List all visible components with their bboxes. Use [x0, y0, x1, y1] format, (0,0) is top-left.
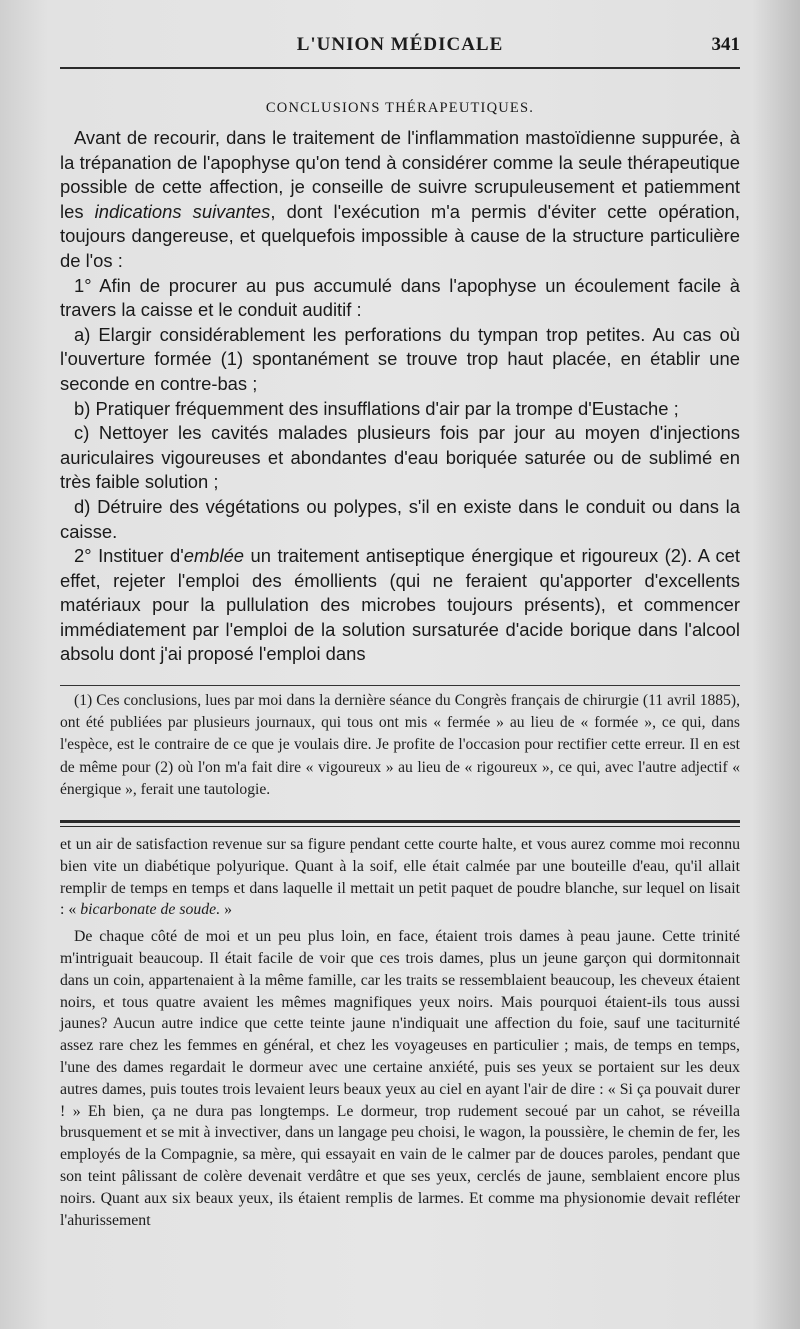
running-title: L'UNION MÉDICALE — [296, 34, 504, 55]
item-a: a) Elargir considérablement les perforations du tympan trop petites. Au cas où l'ouverture formée (1) spontanément se trouve trop haut placée, en établir une seconde en contre-bas ; — [60, 323, 740, 394]
footnotes — [60, 690, 740, 801]
item-b: b) Pratiquer fréquemment des insufflations d'air par la trompe d'Eustache ; — [74, 397, 679, 419]
page-header — [60, 34, 740, 60]
section-title: CONCLUSIONS THÉRAPEUTIQUES. — [265, 100, 535, 116]
article-body — [60, 96, 740, 667]
intro-text-after: , dont l'exécution m'a permis d'éviter cette opération, toujours dangereuse, et quelquefois impossible à cause de la structure particulière de l'os : — [60, 200, 741, 271]
intro-paragraph — [60, 126, 740, 274]
feuilleton-rule-thick — [60, 820, 740, 823]
feuilleton-p1-emphasis: bicarbonate de soude. — [80, 901, 221, 919]
point-2-emphasis: emblée — [183, 545, 245, 567]
header-rule — [60, 67, 740, 69]
page-number: 341 — [711, 34, 740, 55]
point-2-before: 2° Instituer d' — [74, 545, 184, 567]
feuilleton-paragraph-2: De chaque côté de moi et un peu plus loin, en face, étaient trois dames à peau jaune. Cette trinité m'intriguait beaucoup. Il était facile de voir que ces trois dames, plus un jeune garçon qui dormitonnait dans un coin, appartenaient à la même famille, car les traits se ressemblaient beaucoup, les cheveux étaient noirs, et tous quatre avaient les mêmes magnifiques yeux noirs. Mais pourquoi étaient-ils tous aussi jaunes? Aucun autre indice que cette teinte jaune n'indiquait une affection du foie, sauf une taciturnité assez rare chez les femmes en général, et chez les voyageuses en particulier ; mais, de temps en temps, l'une des dames regardait le dormeur avec une certaine anxiété, puis ses yeux se portaient sur les deux autres dames, puis toutes trois levaient leurs beaux yeux au ciel en ayant l'air de dire : « Si ça pouvait durer ! » Eh bien, ça ne dura pas longtemps. Le dormeur, trop rudement secoué par un cahot, se réveilla brusquement et se mit à invectiver, dans un langage peu choisi, le wagon, la poussière, le chemin de fer, les employés de la Compagnie, sa mère, qui essayait en vain de le calmer par de douces paroles, pendant que son teint pâlissant de colère devenait verdâtre et que ses yeux, cerclés de jaune, semblaient encore plus noirs. Quant aux six beaux yeux, ils étaient remplis de larmes. Et comme ma physionomie devait refléter l'ahurissement — [60, 928, 740, 1229]
point-2-after: un traitement antiseptique énergique et rigoureux (2). A cet effet, rejeter l'emploi des émollients (qui ne feraient qu'apporter d'excellents matériaux pour la pullulation des microbes toujours présents), et commencer immédiatement par l'emploi de la solution sursaturée d'acide borique dans l'alcool absolu dont j'ai proposé l'emploi dans — [60, 545, 740, 665]
point-2 — [60, 544, 740, 667]
feuilleton-p1-after: » — [220, 901, 232, 919]
feuilleton-rule-thin — [60, 826, 740, 827]
intro-text-before: Avant de recourir, dans le traitement de l'inflammation mastoïdienne suppurée, à la trépanation de l'apophyse qu'on tend à considérer comme la seule thérapeutique possible de cette affection, je conseille de suivre scrupuleusement et patiemment les — [60, 127, 740, 222]
footnote-1: (1) Ces conclusions, lues par moi dans la dernière séance du Congrès français de chirurgie (11 avril 1885), ont été publiées par plusieurs journaux, qui tous ont mis « fermée » au lieu de « formée », ce qui, dans l'espèce, est le contraire de ce que je voulais dire. Je profite de l'occasion pour rectifier cette erreur. Il en est de même pour (2) où l'on m'a fait dire « vigoureux » au lieu de « rigoureux », ce qui, avec l'autre adjectif « énergique », ferait une tautologie. — [60, 692, 740, 798]
footnote-rule — [60, 685, 740, 686]
feuilleton-section — [60, 834, 740, 1231]
item-d: d) Détruire des végétations ou polypes, s'il en existe dans le conduit ou dans la caisse. — [60, 495, 740, 542]
intro-emphasis: indications suivantes — [94, 200, 271, 222]
feuilleton-p1-before: et un air de satisfaction revenue sur sa figure pendant cette courte halte, et vous aurez comme moi reconnu bien vite un diabétique polyurique. Quant à la soif, elle était calmée par une bouteille d'eau, qu'il allait remplir de temps en temps et dans laquelle il mettait un petit paquet de poudre blanche, sur lequel on lisait : « — [60, 836, 740, 919]
point-1: 1° Afin de procurer au pus accumulé dans l'apophyse un écoulement facile à travers la caisse et le conduit auditif : — [60, 274, 740, 321]
feuilleton-paragraph-1 — [60, 834, 740, 921]
item-c: c) Nettoyer les cavités malades plusieurs fois par jour au moyen d'injections auriculaires vigoureuses et abondantes d'eau boriquée saturée ou de sublimé en très faible solution ; — [60, 422, 740, 493]
